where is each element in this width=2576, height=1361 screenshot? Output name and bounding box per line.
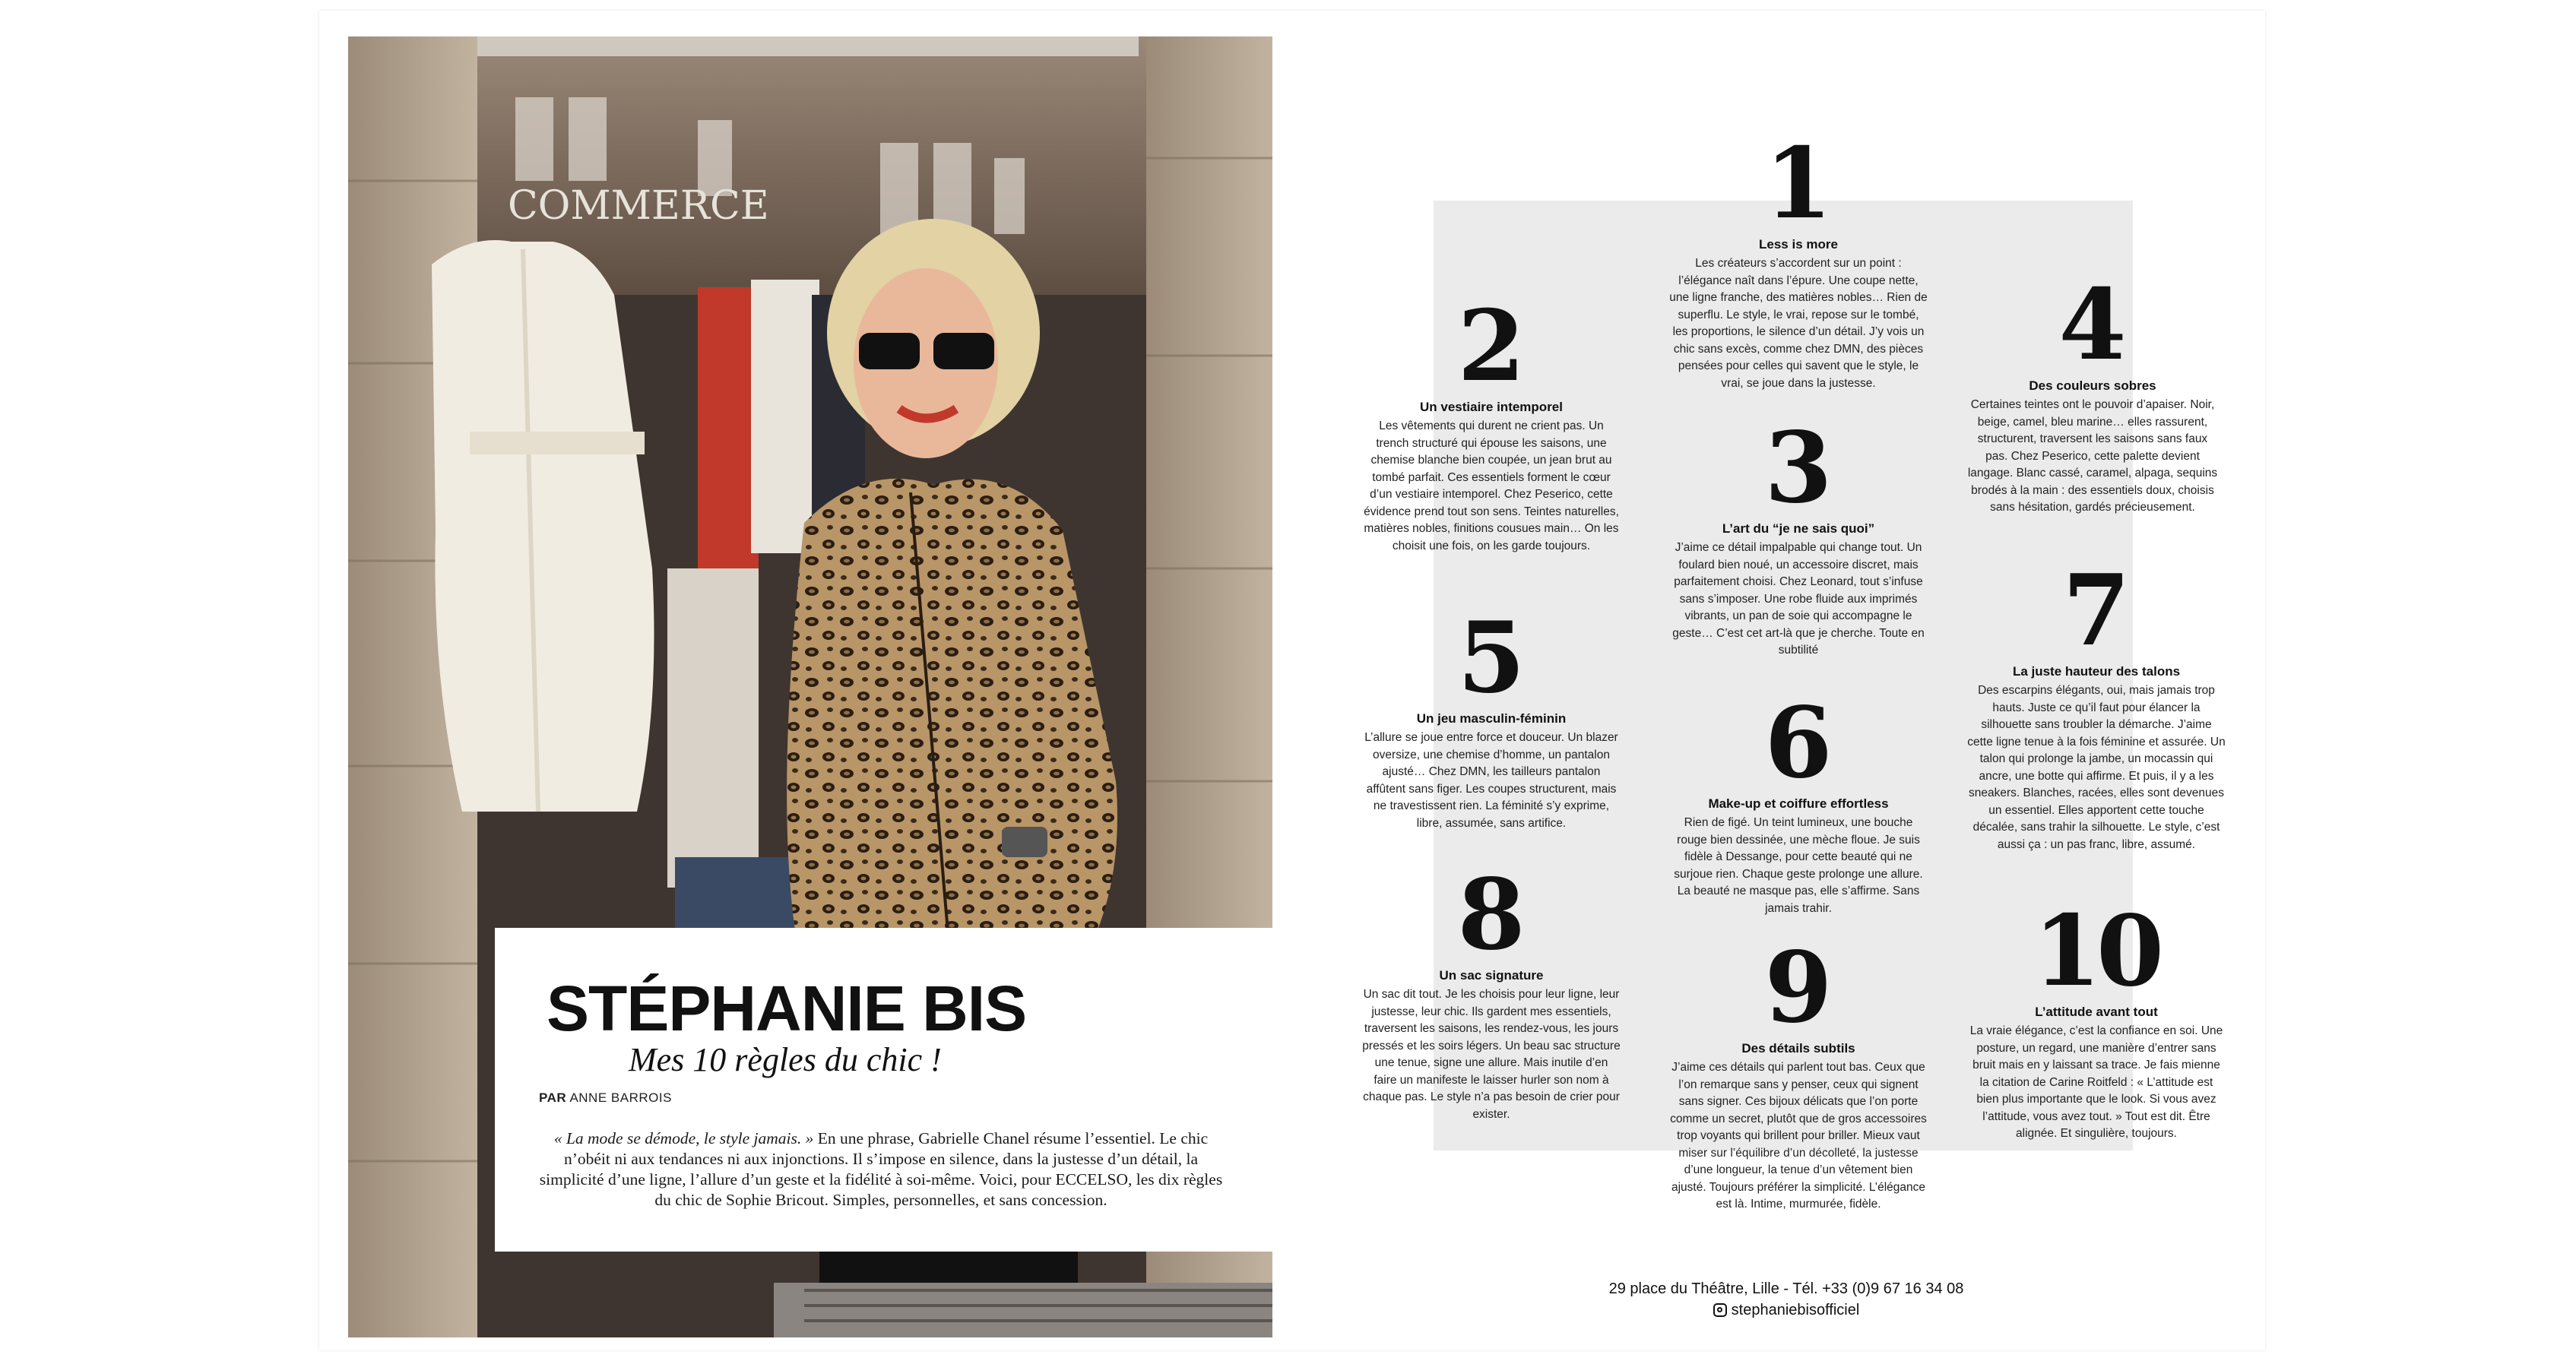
rule-2 (1362, 290, 1621, 555)
rule-number: 2 (1457, 290, 1526, 404)
rule-title: Less is more (1759, 237, 1838, 252)
store-footer (1520, 1278, 2052, 1321)
rule-8 (1362, 858, 1621, 1123)
rule-9 (1669, 931, 1928, 1214)
rule-body: Les créateurs s’accordent sur un point : l’élégance naît dans l’épure. Une coupe nette, une ligne franche, des matières nobles… Rien de superflu. Le style, le vrai, repose sur le tombé, les proportions, le silence d’un détail. J’y vois un chic sans excès, comme chez DMN, des pièces pensées pour celles qui savent que le style, le vrai, se joue dans la justesse. (1669, 257, 1928, 390)
rule-number: 10 (2033, 894, 2160, 1008)
rule-title: Des couleurs sobres (2029, 378, 2156, 393)
rule-body: J’aime ce détail impalpable qui change tout. Un foulard bien noué, un accessoire discret, mais parfaitement choisi. Chez Leonard, tout s’infuse sans s’imposer. Une robe fluide aux imprimés vibrants, un pan de soie qui accompagne le geste… C’est cet art-là que je cherche. Toute en subtilité (1672, 541, 1925, 657)
rule-title: Un sac signature (1439, 968, 1544, 983)
instagram-icon (1713, 1303, 1727, 1317)
rule-title: Un vestiaire intemporel (1419, 400, 1563, 414)
rule-body: Un sac dit tout. Je les choisis pour leur ligne, leur justesse, leur chic. Ils gardent mes essentiels, traversent les saisons, les rendez-vous, les jours pressés et les soirs légers. Un beau sac structure une tenue, signe une allure. Mais inutile d’en faire un manifeste le laisser hurler son nom à chaque pas. Le style n’a pas besoin de crier pour exister. (1362, 988, 1621, 1121)
intro-text: En une phrase, Gabrielle Chanel résume l’essentiel. Le chic n’obéit ni aux tendances ni aux injonctions. Il s’impose en silence, dans la justesse d’un détail, la simplicité d’une ligne, l’allure d’un geste et la fidélité à soi-même. Voici, pour ECCELSO, les dix règles du chic de Sophie Bricout. Simples, personnelles, et sans concession. (539, 1129, 1223, 1209)
rule-body: Des escarpins élégants, oui, mais jamais trop hauts. Juste ce qu’il faut pour élancer la silhouette sans troubler la démarche. J’aime cette ligne tenue à la fois féminine et assurée. Un talon qui prolonge la jambe, un mocassin qui ancre, une botte qui affirme. Et puis, il y a les sneakers. Blanches, racées, elles sont devenues un essentiel. Elles apportent cette touche décalée, sans trahir la silhouette. Le style, c’est aussi ça : un pas franc, libre, assumé. (1967, 684, 2226, 851)
rule-1 (1669, 127, 1928, 392)
intro-paragraph (539, 1128, 1223, 1211)
rule-title: L’attitude avant tout (2035, 1005, 2158, 1019)
instagram-handle: stephaniebisofficiel (1731, 1302, 1860, 1318)
rule-number: 8 (1457, 858, 1526, 972)
rule-body: Les vêtements qui durent ne crient pas. Un trench structuré qui épouse les saisons, une chemise blanche bien coupée, un jean brut au tombé parfait. Ces essentiels forment le cœur d’un vestiaire intemporel. Chez Peserico, cette évidence prend tout son sens. Teintes naturelles, matières nobles, finitions cousues main… On les choisit une fois, on les garde toujours. (1364, 419, 1619, 552)
store-address: 29 place du Théâtre, Lille - Tél. +33 (0)9 67 16 34 08 (1608, 1280, 1964, 1297)
rule-number: 1 (1764, 127, 1833, 241)
instagram-handle-row (1520, 1299, 2052, 1321)
rule-5 (1362, 601, 1621, 832)
rule-number: 3 (1764, 411, 1833, 525)
byline-prefix: PAR (539, 1090, 567, 1105)
rule-number: 6 (1764, 686, 1833, 800)
rule-7 (1967, 554, 2226, 853)
rule-number: 5 (1457, 601, 1526, 715)
rule-title: Un jeu masculin-féminin (1416, 711, 1567, 726)
storefront-sign-text: COMMERCE (508, 183, 769, 229)
byline-author: ANNE BARROIS (569, 1090, 672, 1105)
title-box (495, 928, 1272, 1252)
rule-10 (1967, 894, 2226, 1143)
rule-number: 9 (1764, 931, 1833, 1045)
rule-body: Certaines teintes ont le pouvoir d’apaiser. Noir, beige, camel, bleu marine… elles rassurent, structurent, traversent les saisons sans faux pas. Chez Peserico, cette palette devient langage. Blanc cassé, caramel, alpaga, sequins brodés à la main : des essentiels doux, choisis sans hésitation, gardés précieusement. (1967, 398, 2218, 514)
rule-body: J’aime ces détails qui parlent tout bas. Ceux que l’on remarque sans y penser, ceux qui signent sans signer. Ces bijoux délicats que l’on porte comme un secret, plutôt que de gros accessoires trop voyants qui brillent pour briller. Mieux vaut miser sur l’équilibre d’un décolleté, la justesse d’une longueur, la tenue d’un vêtement bien ajusté. Toujours préférer la simplicité. L’élégance est là. Intime, murmurée, fidèle. (1670, 1061, 1927, 1211)
rule-number: 7 (2062, 554, 2131, 668)
article-headline: STÉPHANIE BIS (547, 973, 1027, 1044)
article-subheadline: Mes 10 règles du chic ! (629, 1041, 942, 1078)
rule-title: Make-up et coiffure effortless (1708, 796, 1889, 811)
rule-title: Des détails subtils (1741, 1041, 1855, 1056)
rule-3 (1669, 411, 1928, 660)
byline (539, 1090, 672, 1106)
rule-title: La juste hauteur des talons (2012, 664, 2181, 679)
rule-body: La vraie élégance, c’est la confiance en soi. Une posture, un regard, une manière d’entrer sans bruit mais en y laissant sa trace. Je fais mienne la citation de Carine Roitfeld : « L’attitude est bien plus importante que le look. Si vous avez l’attitude, vous avez tout. » Tout est dit. Être alignée. Et singulière, toujours. (1969, 1024, 2223, 1140)
rule-number: 4 (2058, 268, 2127, 382)
rule-6 (1669, 686, 1928, 917)
intro-quote: « La mode se démode, le style jamais. » (553, 1129, 814, 1147)
rule-body: L’allure se joue entre force et douceur. Un blazer oversize, une chemise d’homme, un pantalon ajusté… Chez DMN, les tailleurs pantalon affûtent sans figer. Les coupes structurent, mais ne travestissent rien. La féminité s’y exprime, libre, assumée, sans artifice. (1364, 731, 1618, 830)
rule-body: Rien de figé. Un teint lumineux, une bouche rouge bien dessinée, une mèche floue. Je suis fidèle à Dessange, pour cette beauté qui ne surjoue rien. Chaque geste prolonge une allure. La beauté ne masque pas, elle s’affirme. Sans jamais trahir. (1674, 816, 1923, 915)
rule-4 (1967, 268, 2218, 517)
rule-title: L’art du “je ne sais quoi” (1722, 521, 1875, 536)
